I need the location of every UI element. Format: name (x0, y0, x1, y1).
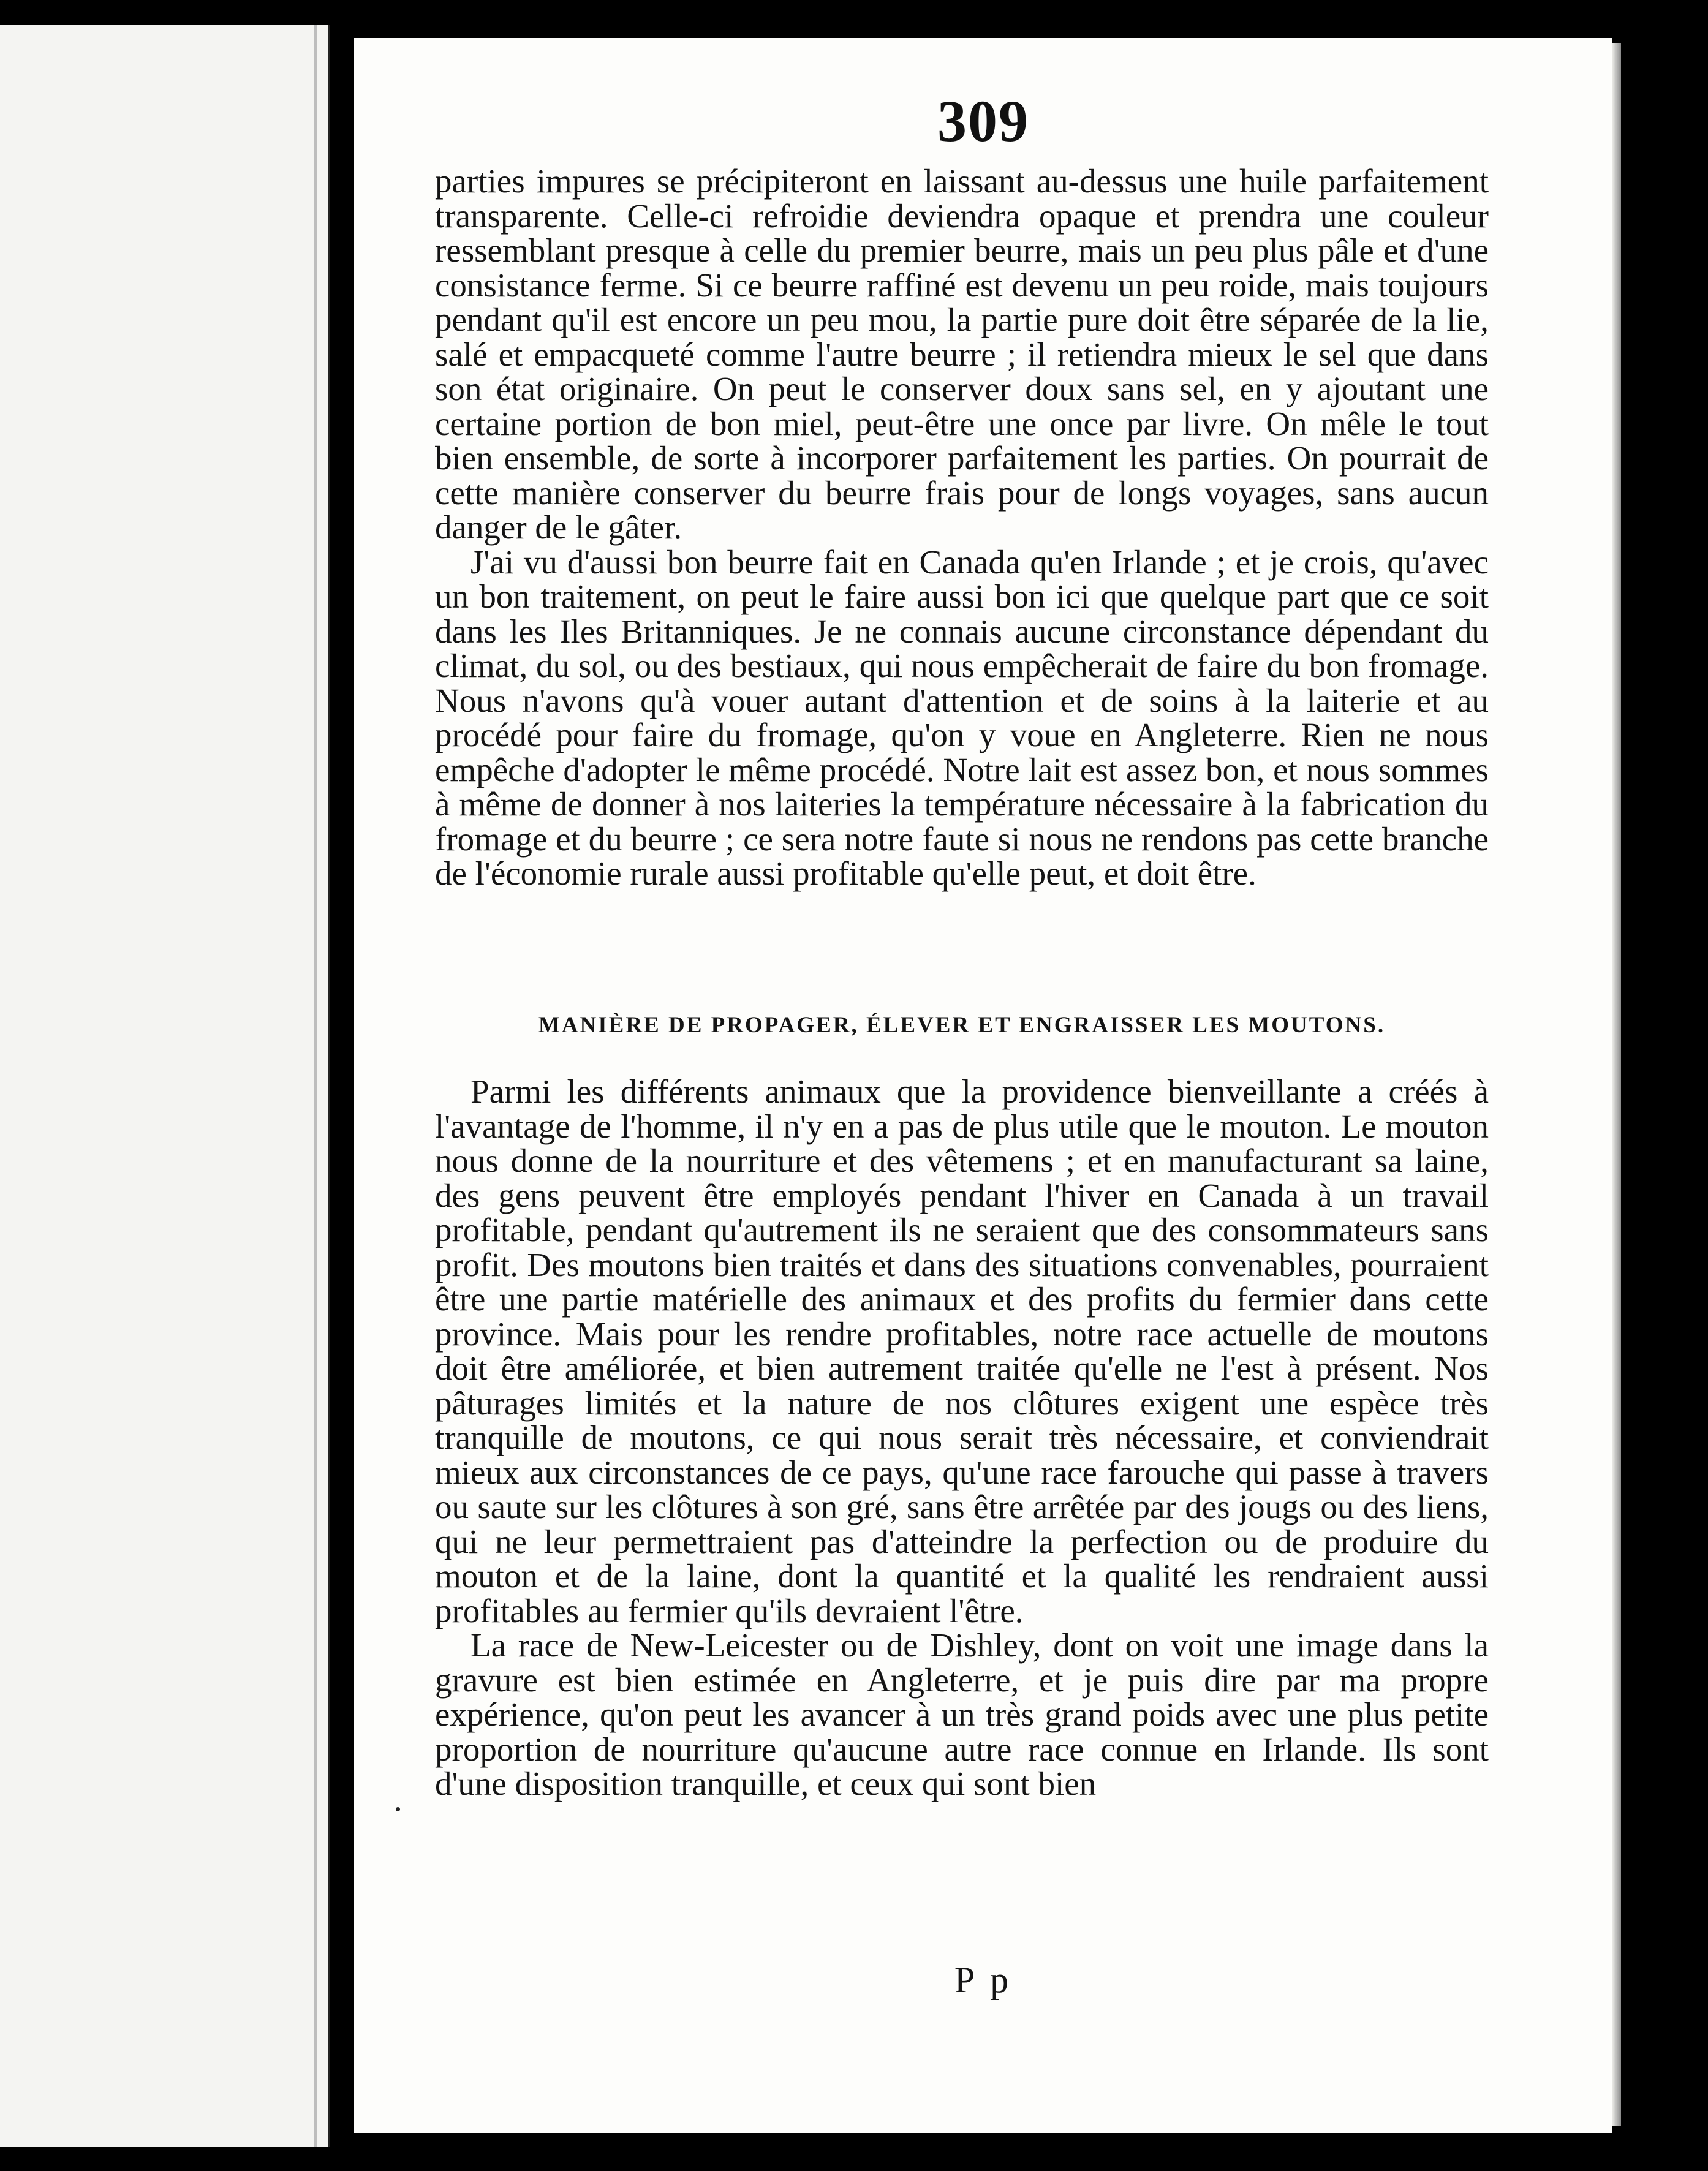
signature-mark: P p (954, 1960, 1013, 2000)
paragraph-butter-canada: J'ai vu d'aussi bon beurre fait en Canada qu'en Irlande ; et je crois, qu'avec un bon traitement, on peut le faire aussi bon ici que quelque part que ce soit dans les Iles Britanniques. Je ne connais aucune circonstance dépendant du climat, du sol, ou des bestiaux, qui nous empêcherait de faire du bon fromage. Nous n'avons qu'à vouer autant d'attention et de soins à la laiterie et au procédé pour faire du fromage, qu'on y voue en Angleterre. Rien ne nous empêche d'adopter le même procédé. Notre lait est assez bon, et nous sommes à même de donner à nos laiteries la température nécessaire à la fabrication du fromage et du beurre ; ce sera notre faute si nous ne rendons pas cette branche de l'économie rurale aussi profitable qu'elle peut, et doit être. (435, 543, 1489, 892)
text-block-lower (435, 1074, 1489, 1802)
paragraph-new-leicester: La race de New-Leicester ou de Dishley, dont on voit une image dans la gravure est bien estimée en Angleterre, et je puis dire par ma propre expérience, qu'on peut les avancer à un très grand poids avec une plus petite proportion de nourriture qu'aucune autre race connue en Irlande. Ils sont d'une disposition tranquille, et ceux qui sont bien (435, 1626, 1489, 1802)
book-page (354, 38, 1612, 2133)
page-edge-shadow (1612, 43, 1621, 2126)
text-block-upper (435, 164, 1489, 891)
paragraph-continuation: parties impures se précipiteront en laissant au-dessus une huile parfaitement transparente. Celle-ci refroidie deviendra opaque et prendra une couleur ressemblant presque à celle du premier beurre, mais un peu plus pâle et d'une consistance ferme. Si ce beurre raffiné est devenu un peu roide, mais toujours pendant qu'il est encore un peu mou, la partie pure doit être séparée de la lie, salé et empacqueté comme l'autre beurre ; il retiendra mieux le sel que dans son état originaire. On peut le conserver doux sans sel, en y ajoutant une certaine portion de bon miel, peut-être une once par livre. On mêle le tout bien ensemble, de sorte à incorporer parfaitement les parties. On pourrait de cette manière conserver du beurre frais pour de longs voyages, sans aucun danger de le gâter. (435, 162, 1489, 546)
facing-page-edge (314, 25, 317, 2147)
section-heading: MANIÈRE DE PROPAGER, ÉLEVER ET ENGRAISSER LES MOUTONS. (538, 1013, 1386, 1038)
facing-page (0, 25, 330, 2147)
paragraph-sheep-intro: Parmi les différents animaux que la providence bienveillante a créés à l'avantage de l'homme, il n'y en a pas de plus utile que le mouton. Le mouton nous donne de la nourriture et des vêtemens ; et en manufacturant sa laine, des gens peuvent être employés pendant l'hiver en Canada à un travail profitable, pendant qu'autrement ils ne seraient que des consommateurs sans profit. Des moutons bien traités et dans des situations convenables, pourraient être une partie matérielle des animaux et des profits du fermier dans cette province. Mais pour les rendre profitables, notre race actuelle de moutons doit être améliorée, et bien autrement traitée qu'elle ne l'est à présent. Nos pâturages limités et la nature de nos clôtures exigent une espèce très tranquille de moutons, ce qui nous serait très nécessaire, et conviendrait mieux aux circonstances de ce pays, qu'une race farouche qui passe à travers ou saute sur les clôtures à son gré, sans être arrêtée par des jougs ou des liens, qui ne leur permettraient pas d'atteindre la perfection ou de produire du mouton et de la laine, dont la quantité et la qualité les rendraient aussi profitables au fermier qu'ils devraient l'être. (435, 1073, 1489, 1629)
ink-speck (396, 1807, 400, 1811)
page-number: 309 (937, 88, 1029, 154)
